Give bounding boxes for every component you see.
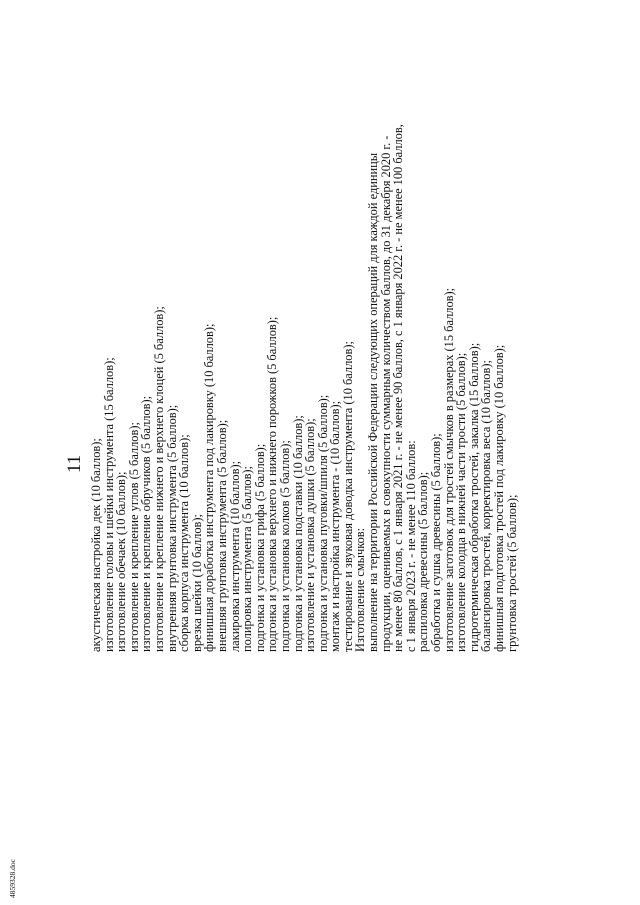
document-line: балансировка тростей, корректировка веса (10 баллов); xyxy=(479,360,494,652)
document-line: изготовление и крепление обручиков (5 баллов); xyxy=(139,395,154,652)
document-body xyxy=(90,24,518,904)
document-line: врезка шейки (10 баллов); xyxy=(189,514,204,652)
document-line: изготовление и установка душки (5 баллов); xyxy=(303,418,318,652)
rotated-text-block xyxy=(62,24,518,904)
document-line: распиловка древесины (5 баллов); xyxy=(416,471,431,652)
document-line: изготовление головы и шейки инструмента (15 баллов); xyxy=(101,357,116,652)
document-line: изготовление и крепление углов (5 баллов); xyxy=(126,422,141,652)
document-line: монтаж и настройка инструмента - (10 баллов); xyxy=(328,400,343,652)
document-line: Изготовление смычков: xyxy=(353,527,368,652)
document-line: лакировка инструмента (10 баллов); xyxy=(227,460,242,652)
document-line: подгонка и установка верхнего и нижнего порожков (5 баллов); xyxy=(265,316,280,652)
document-line: с 1 января 2023 г. - не менее 110 баллов: xyxy=(403,440,418,652)
document-line: изготовление и крепление нижнего и верхнего клоцей (5 баллов); xyxy=(151,306,166,652)
document-line: внешняя грунтовка инструмента (5 баллов); xyxy=(214,419,229,652)
document-line: подгонка и установка колков (5 баллов); xyxy=(277,440,292,652)
document-line: сборка корпуса инструмента (10 баллов); xyxy=(177,434,192,652)
document-line: не менее 80 баллов, с 1 января 2021 г. - не менее 90 баллов, с 1 января 2022 г. - не менее 100 баллов, xyxy=(391,124,406,652)
document-line: изготовление заготовок для тростей смычков в размерах (15 баллов); xyxy=(441,287,456,652)
document-line: подгонка и установка пуговки/шпиля (5 баллов); xyxy=(315,394,330,652)
document-line: финишная подготовка тростей под лакировку (10 баллов); xyxy=(492,344,506,652)
document-line: обработка и сушка древесины (5 баллов); xyxy=(429,433,444,652)
document-line: продукции, оцениваемых в совокупности суммарным количеством баллов, до 31 декабря 2020 г. - xyxy=(378,135,393,652)
document-line: подгонка и установка грифа (5 баллов); xyxy=(252,443,267,652)
document-line: гидротермическая обработка тростей, закалка (15 баллов); xyxy=(466,342,481,652)
document-line: тестирование и звуковая доводка инструмента (10 баллов); xyxy=(340,341,355,652)
page-number: 11 xyxy=(64,454,85,474)
document-line: полировка инструмента (5 баллов); xyxy=(240,466,255,652)
document-line: выполнение на территории Российской Федерации следующих операций для каждой единицы xyxy=(366,152,381,652)
document-line: подгонка и установка подставки (10 баллов); xyxy=(290,415,305,652)
document-line: грунтовка тростей (5 баллов); xyxy=(504,494,519,652)
document-line: изготовление колодца в нижней части трости (5 баллов); xyxy=(454,352,469,652)
document-line: внутренняя грунтовка инструмента (5 баллов); xyxy=(164,404,179,652)
document-line: финишная доработка инструмента под лакировку (10 баллов); xyxy=(202,323,217,652)
document-id-footer: 4859328.doc xyxy=(8,859,17,898)
document-line: изготовление обечаек (10 баллов); xyxy=(114,471,129,652)
document-line: акустическая настройка дек (10 баллов); xyxy=(89,438,103,652)
